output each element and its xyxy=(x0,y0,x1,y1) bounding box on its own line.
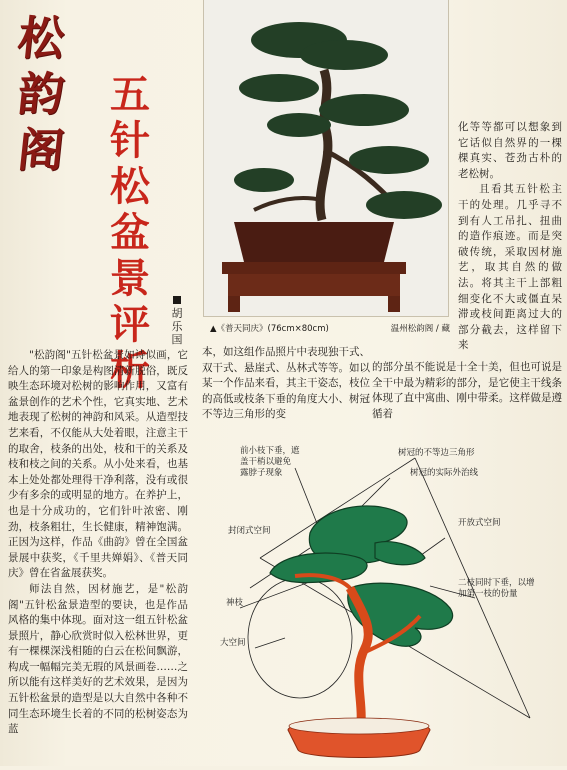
left-column-text xyxy=(8,348,188,738)
label-two-trunk: 二枝同时下垂，以增 加第一枝的份量 xyxy=(458,578,535,599)
paragraph: 化等等都可以想象到它话似自然界的一棵棵真实、苍劲古朴的老松树。 xyxy=(458,121,562,180)
title-char: 评 xyxy=(110,302,150,348)
bonsai-diagram-illustration xyxy=(200,438,560,766)
title-char: 五 xyxy=(110,72,150,118)
paragraph: 且看其五针松主干的处理。几乎寻不到有人工吊扎、扭曲的造作痕迹。而是突破传统，采取因材施艺，取其自然的做法。将其主干上部粗细变化不大或僵直呆滞或枝间距离过大的部分截去，这样留下来 xyxy=(458,183,562,352)
masthead-char: 韵 xyxy=(15,67,67,121)
bonsai-photo-illustration xyxy=(204,0,448,316)
author-char: 乐 xyxy=(171,320,183,333)
bonsai-diagram xyxy=(200,438,560,766)
title-char: 析 xyxy=(110,348,150,394)
masthead-char: 阁 xyxy=(15,123,67,177)
paragraph: "松韵阁"五针松盆景如诗似画，它给人的第一印象是构图清新脱俗，既反映生态环境对松树的影响作用，又富有盆景创作的艺术个性，它真实地、艺术地表现了松树的神韵和风采。从造型技艺来看，不仅能从大处着眼，注意主干的取舍，枝条的出处，枝和干的关系及枝和枝之间的关系。从小处来看，也基本上处处都处理得干净利落，没有或很少有多余的或明显的地方。在养护上，也是十分成功的，它们针叶浓密、刚劲，枝条粗壮，生长健康，精神饱满。正因为这样，作品《曲韵》曾在全国盆景展中获奖，《千里共婵娟》、《普天同庆》曾在省盆展获奖。 xyxy=(8,349,188,580)
label-god-branch: 神枝 xyxy=(226,598,244,608)
label-crown-outline: 树冠的实际外治线 xyxy=(410,468,479,478)
right-column-text xyxy=(458,120,562,354)
label-front-branch: 前小枝下垂，遮 盖干梢以避免 露脖子现象 xyxy=(240,446,300,478)
title-char: 盆 xyxy=(110,210,150,256)
photo-caption xyxy=(210,322,450,334)
author-byline xyxy=(170,296,184,346)
photo-caption-title: ▲《普天同庆》(76cm×80cm) xyxy=(210,324,329,334)
square-bullet-icon xyxy=(173,296,181,304)
title-char: 松 xyxy=(110,164,150,210)
label-crown-triangle: 树冠的不等边三角形 xyxy=(398,448,475,458)
masthead-char: 松 xyxy=(15,11,67,65)
masthead xyxy=(15,10,88,178)
bonsai-photo xyxy=(203,0,449,317)
label-closed-space: 封闭式空间 xyxy=(228,526,271,536)
label-big-space: 大空间 xyxy=(220,638,246,648)
author-char: 胡 xyxy=(171,307,183,320)
paragraph: 师法自然，因材施艺，是"松韵阁"五针松盆景造型的要诀，也是作品风格的集中体现。面对这一组五针松盆景照片，静心欣赏时似入松林世界，更有一棵棵深浅相随的白云在松间飘游，构成一幅幅完美无瑕的风景画卷……之所以能有这样美好的艺术效果，是因为五针松盆景的造型是以大自然中各种不同生态环境生长着的不同的松树姿态为蓝 xyxy=(8,582,188,736)
right-tail-text xyxy=(372,360,562,422)
author-char: 国 xyxy=(171,333,183,346)
title-char: 针 xyxy=(110,118,150,164)
paragraph: 本，如这组作品照片中表现独干式、双干式、悬崖式、丛林式等等。如以某一个作品来看，其主干姿态，枝位的高低或枝条下垂的角度大小、树冠不等边三角形的变 xyxy=(202,346,370,421)
paragraph: 的部分虽不能说是十全十美，但也可说是全干中最为精彩的部分，是它使主干线条体现了直中寓曲、刚中带柔。这样做是遵循着 xyxy=(372,361,562,420)
photo-caption-owner: 温州松韵阁 / 藏 xyxy=(390,324,450,334)
middle-column-text xyxy=(202,345,370,423)
article-title xyxy=(106,72,154,394)
label-open-space: 开放式空间 xyxy=(458,518,501,528)
title-char: 景 xyxy=(110,256,150,302)
